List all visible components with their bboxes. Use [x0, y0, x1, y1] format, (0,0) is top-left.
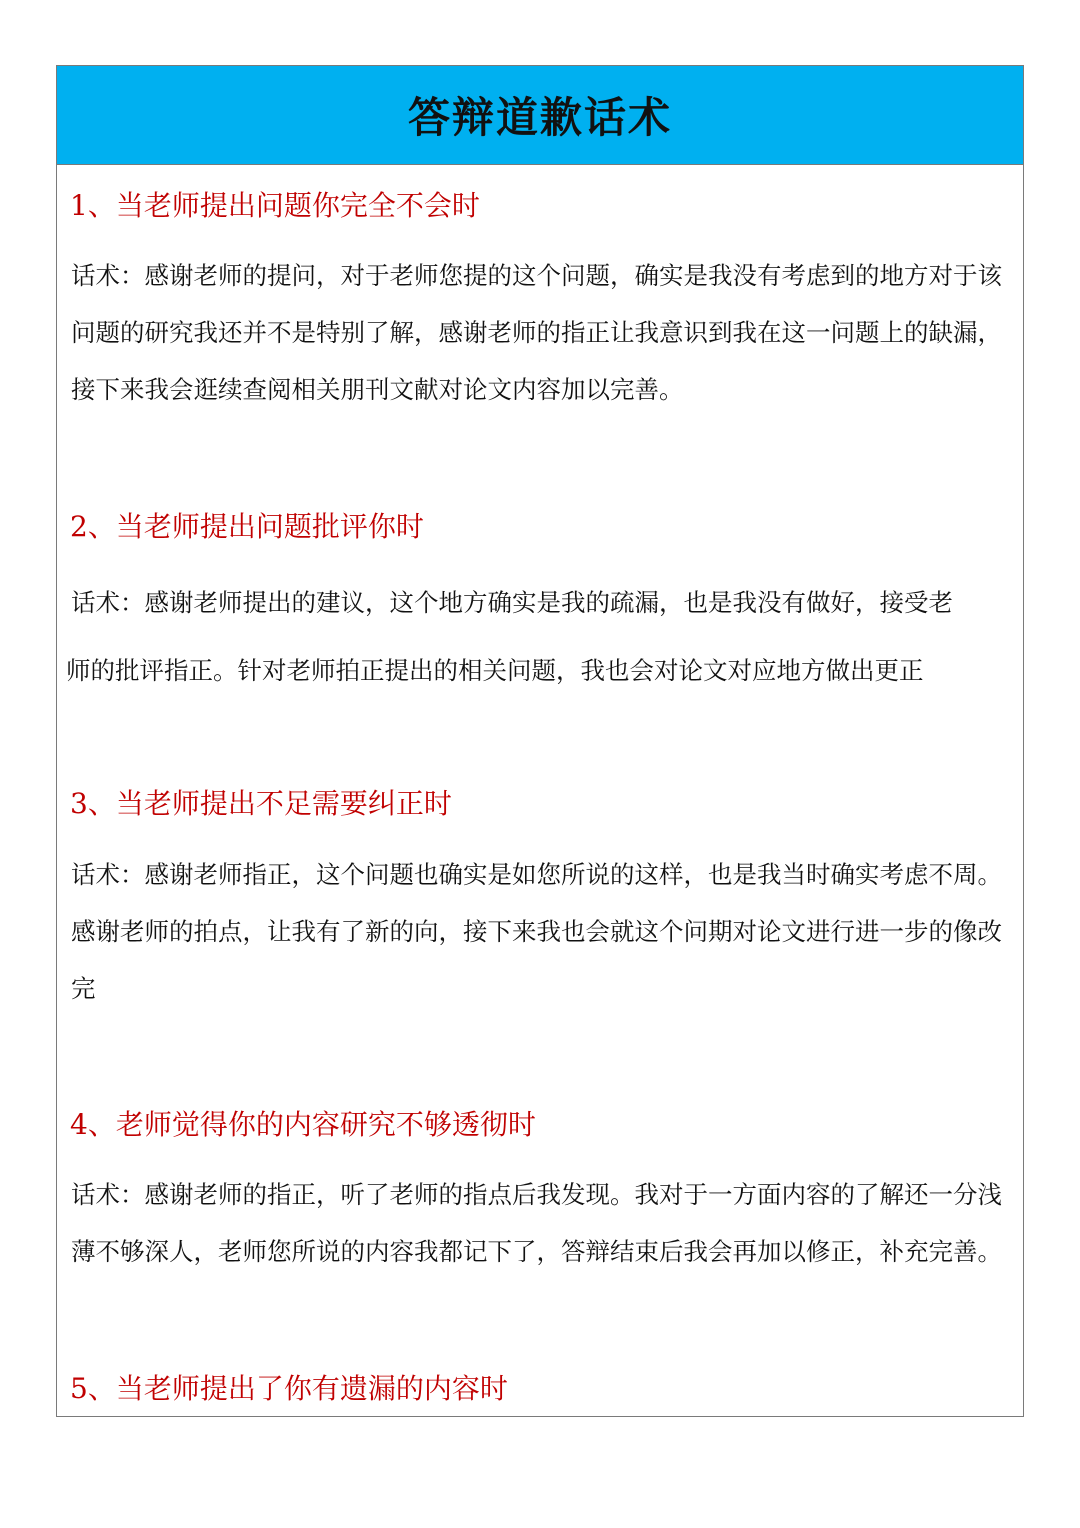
body-line: 话术：感谢老师指正，这个问题也确实是如您所说的这样，也是我当时确实考虑不周。 [71, 860, 1002, 889]
body-line: 薄不够深人，老师您所说的内容我都记下了，答辩结束后我会再加以修正，补充完善。 [71, 1237, 1002, 1266]
document-frame [56, 65, 1024, 1417]
section-heading-4: 4、老师觉得你的内容研究不够透彻时 [70, 1108, 536, 1141]
body-line: 完 [71, 974, 96, 1003]
section-body-1 [71, 247, 1021, 418]
section-heading-2: 2、当老师提出问题批评你时 [70, 510, 424, 543]
section-body-2 [66, 569, 1021, 705]
section-heading-3: 3、当老师提出不足需要纠正时 [70, 787, 452, 820]
title-bar [57, 66, 1023, 165]
body-line: 话术：感谢老师的提问，对于老师您提的这个问题，确实是我没有考虑到的地方对于该 [71, 261, 1002, 290]
page-title: 答辩道歉话术 [407, 93, 672, 142]
section-body-4 [71, 1166, 1021, 1280]
body-line: 师的批评指正。针对老师拍正提出的相关问题，我也会对论文对应地方做出更正 [66, 656, 924, 685]
body-line: 问题的研究我还并不是特别了解，感谢老师的指正让我意识到我在这一问题上的缺漏， [71, 318, 1002, 347]
body-line: 话术：感谢老师提出的建议，这个地方确实是我的疏漏，也是我没有做好，接受老 [71, 588, 953, 617]
body-line: 接下来我会逛续查阅相关朋刊文献对论文内容加以完善。 [71, 375, 684, 404]
body-line: 感谢老师的拍点，让我有了新的向，接下来我也会就这个问期对论文进行进一步的像改 [71, 917, 1002, 946]
section-body-3 [71, 846, 1021, 1017]
body-line: 话术：感谢老师的指正，听了老师的指点后我发现。我对于一方面内容的了解还一分浅 [71, 1180, 1002, 1209]
section-heading-1: 1、当老师提出问题你完全不会时 [70, 189, 480, 222]
section-heading-5: 5、当老师提出了你有遗漏的内容时 [70, 1372, 508, 1405]
